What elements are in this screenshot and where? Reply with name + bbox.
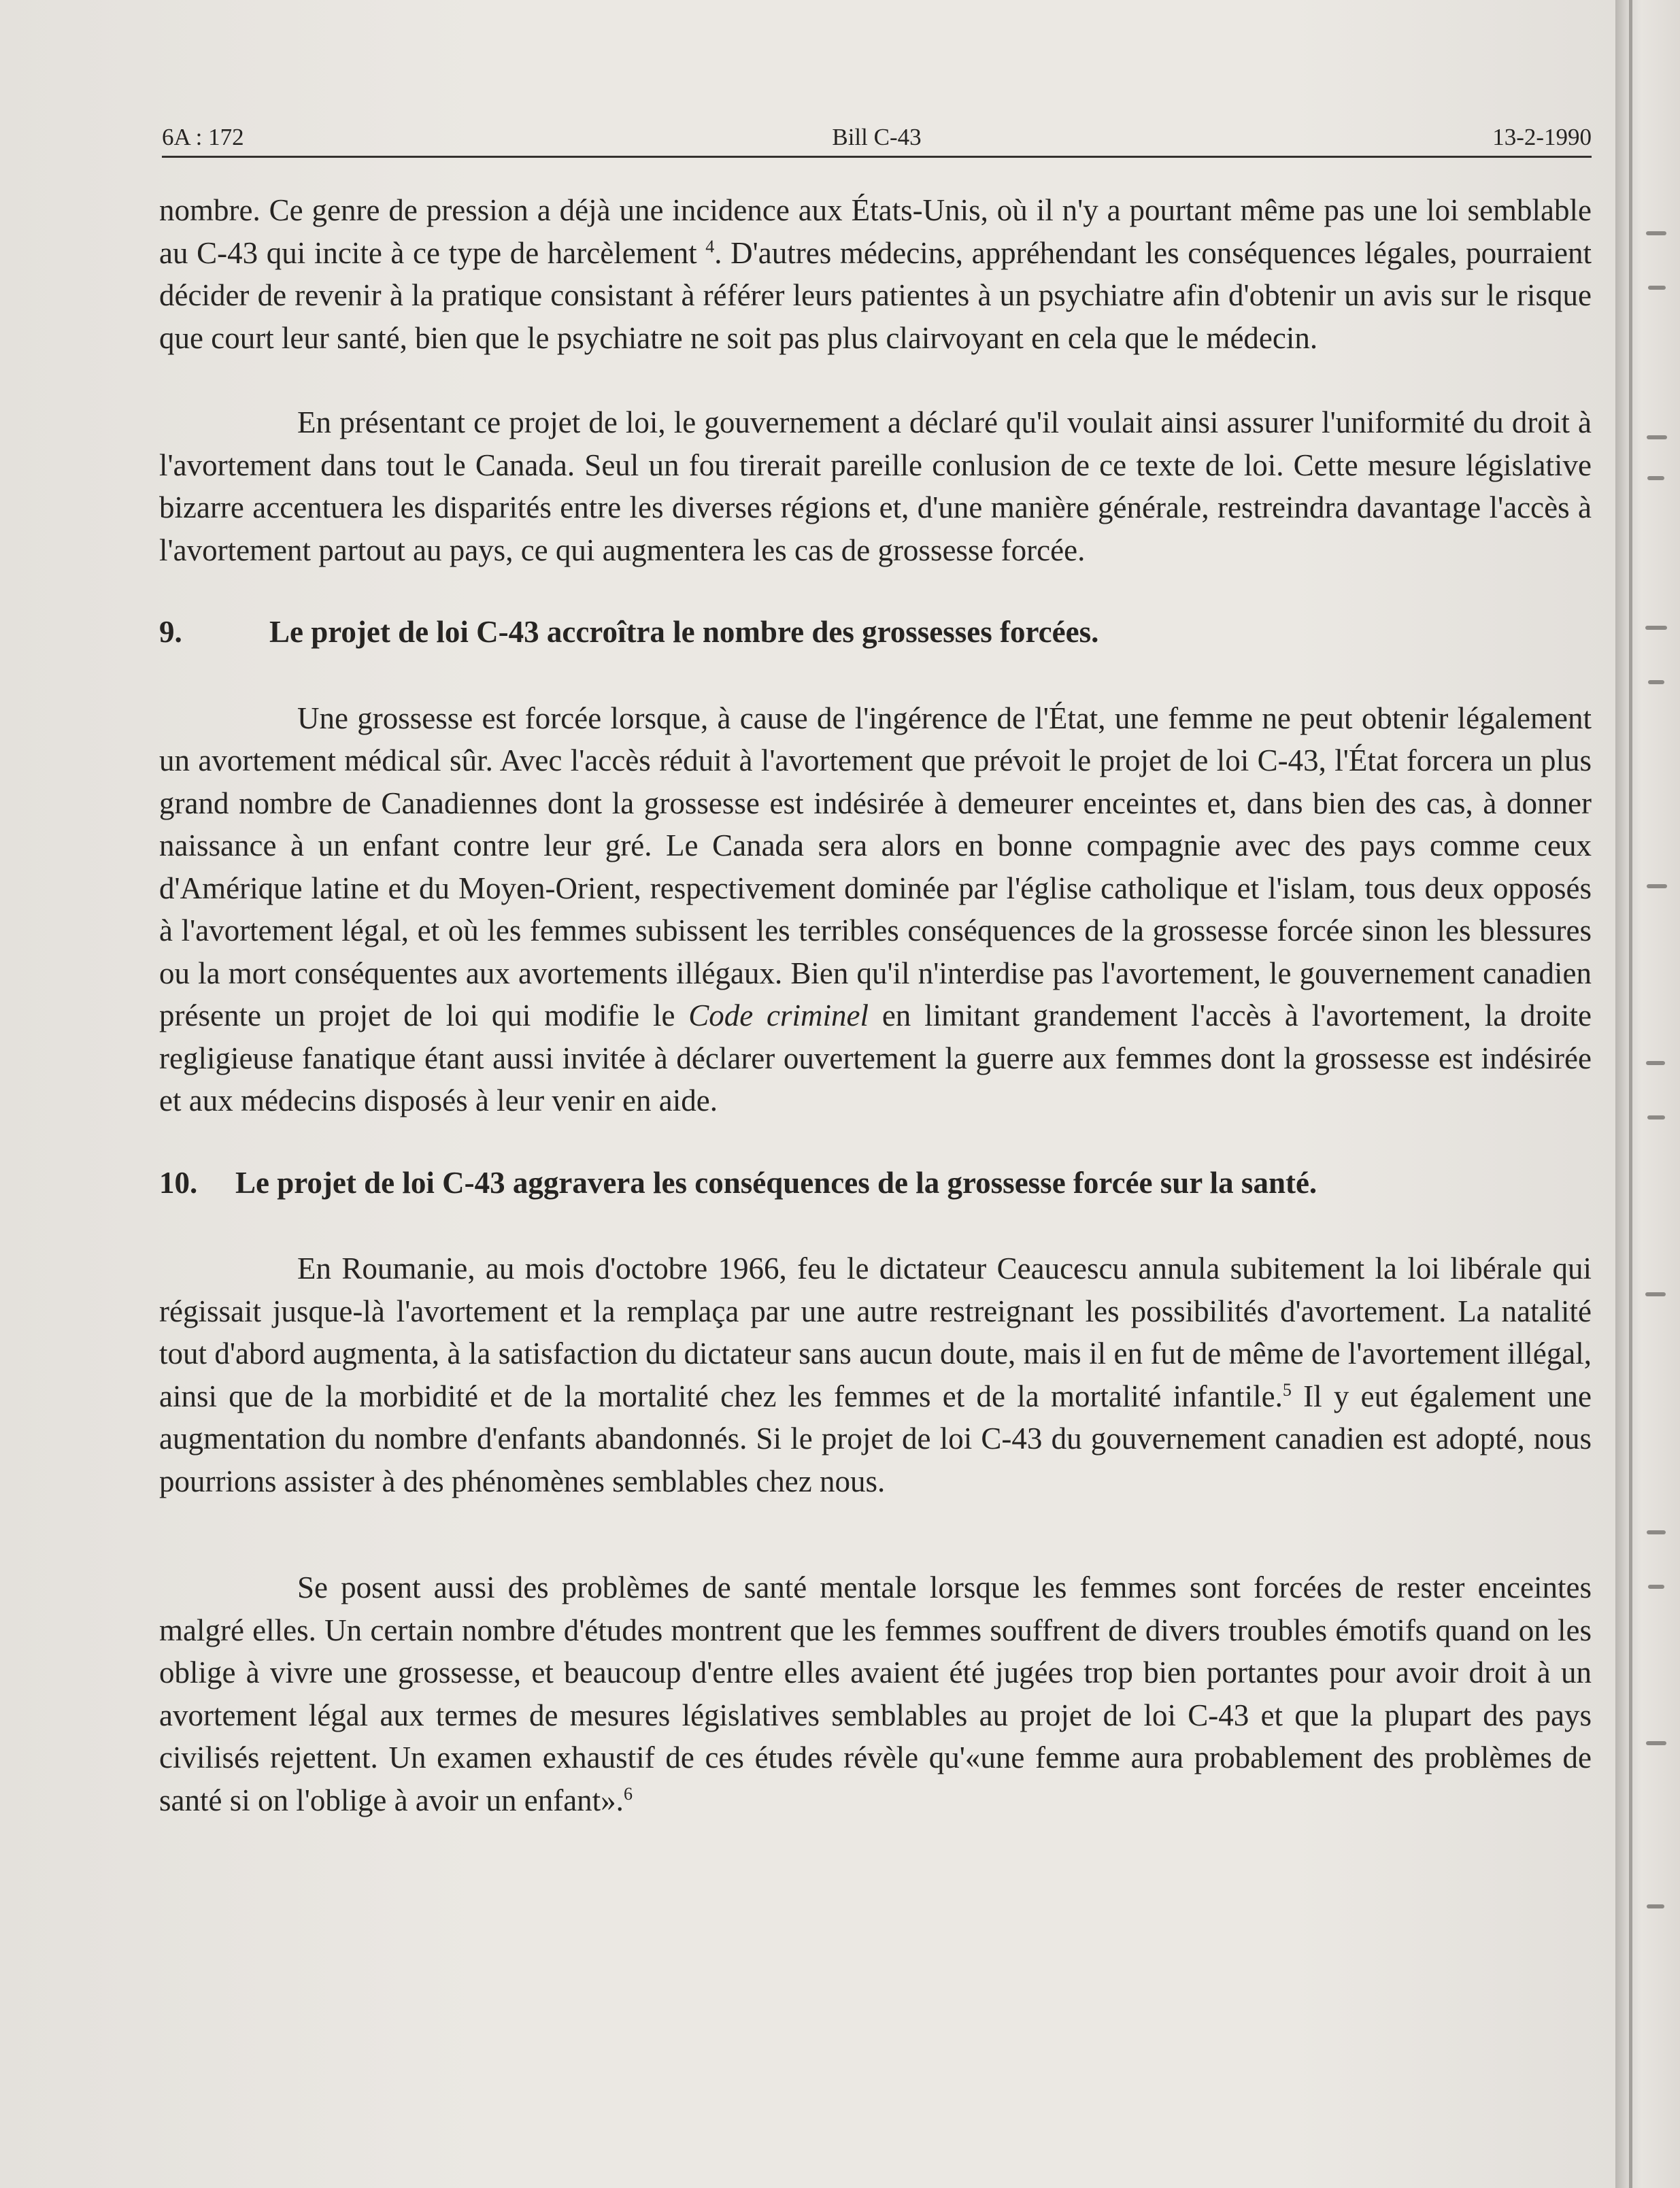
section-heading-9 [159,611,1592,654]
section-title: Le projet de loi C-43 aggravera les conséquences de la grossesse forcée sur la santé. [235,1165,1317,1200]
section-number: 10. [159,1165,198,1200]
spacer [159,571,1592,611]
document-body [159,189,1592,1821]
paragraph-text: . D'autres médecins, appréhendant les conséquences légales, pourraient décider de revenir à la pratique consistant à référer leurs patientes à un psychiatre afin d'obtenir un avis sur le risque que court leur santé, bien que le psychiatre ne soit pas plus clairvoyant en cela que le médecin. [159,235,1592,355]
text-fragment [1646,231,1666,235]
text-fragment [1647,1530,1666,1534]
paragraph-text: Une grossesse est forcée lorsque, à cause de l'ingérence de l'État, une femme ne peut obtenir légalement un avortement médical sûr. Avec l'accès réduit à l'avortement que prévoit le projet de loi C-43, l'État forcera un plus grand nombre de Canadiennes dont la grossesse est indésirée à demeurer enceintes et, dans bien des cas, à donner naissance à un enfant contre leur gré. Le Canada sera alors en bonne compagnie avec des pays comme ceux d'Amérique latine et du Moyen-Orient, respectivement dominée par l'église catholique et l'islam, tous deux opposés à l'avortement légal, et où les femmes subissent les terribles conséquences de la grossesse forcée sinon les blessures ou la mort conséquentes aux avortements illégaux. Bien qu'il n'interdise pas l'avortement, le gouvernement canadien présente un projet de loi qui modifie le [159,701,1592,1032]
paragraph-text: En Roumanie, au mois d'octobre 1966, feu le dictateur Ceaucescu annula subitement la loi libérale qui régissait jusque-là l'avortement et la remplaça par une autre restreignant les possibilités d'avortement. La natalité tout d'abord augmenta, à la satisfaction du dictateur sans aucun doute, mais il en fut de même de l'avortement illégal, ainsi que de la morbidité et de la mortalité chez les femmes et de la mortalité infantile. [159,1251,1592,1413]
footnote-ref: 5 [1282,1379,1292,1400]
text-fragment [1645,626,1667,630]
spacer [159,1122,1592,1162]
header-rule [162,156,1592,158]
paragraph-continuation [159,189,1592,359]
page-gutter-line [1629,0,1632,2188]
text-fragment [1647,884,1667,888]
text-fragment [1647,435,1667,439]
adjacent-page-edge [1615,0,1680,2188]
text-fragment [1648,680,1664,684]
page-folio: 6A : 172 [162,124,244,150]
italic-term: Code criminel [688,998,869,1032]
paragraph-text: Se posent aussi des problèmes de santé mentale lorsque les femmes sont forcées de rester enceintes malgré elles. Un certain nombre d'études montrent que les femmes souffrent de divers troubles émotifs quand on les oblige à vivre une grossesse, et beaucoup d'entre elles avaient été jugées trop bien portantes pour avoir droit à un avortement légal aux termes de mesures législatives semblables au projet de loi C-43 et que la plupart des pays civilisés rejettent. Un examen exhaustif de ces études révèle qu'«une femme aura probablement des problèmes de santé si on l'oblige à avoir un enfant». [159,1570,1592,1817]
paragraph-text: en limitant grandement l'accès à l'avortement, la droite regligieuse fanatique étant aussi invitée à déclarer ouvertement la guerre aux femmes dont la grossesse est indésirée et aux médecins disposés à leur venir en aide. [159,998,1592,1117]
text-fragment [1647,1904,1664,1908]
spacer [159,1502,1592,1546]
text-fragment [1646,1061,1665,1065]
text-fragment [1648,286,1666,290]
text-fragment [1647,476,1664,480]
spacer [159,1204,1592,1247]
text-fragment [1645,1292,1666,1296]
header-date: 13-2-1990 [1492,124,1592,150]
spacer [159,1546,1592,1566]
paragraph: En présentant ce projet de loi, le gouvernement a déclaré qu'il voulait ainsi assurer l'uniformité du droit à l'avortement dans tout le Canada. Seul un fou tirerait pareille conlusion de ce texte de loi. Cette mesure législative bizarre accentuera les disparités entre les diverses régions et, d'une manière générale, restreindra davantage l'accès à l'avortement partout au pays, ce qui augmentera les cas de grossesse forcée. [159,405,1592,567]
section-title: Le projet de loi C-43 accroîtra le nombre des grossesses forcées. [269,615,1099,649]
paragraph-text: nombre. Ce genre de pression a déjà une incidence aux États-Unis, où il n'y a pourtant même pas une loi semblable au C-43 qui incite à ce type de harcèlement [159,193,1592,270]
paragraph-text: Il y eut également une augmentation du nombre d'enfants abandonnés. Si le projet de loi C-43 du gouvernement canadien est adopté, nous pourrions assister à des phénomènes semblables chez nous. [159,1379,1592,1498]
text-fragment [1647,1115,1665,1120]
running-header [162,120,1592,155]
paragraph [159,697,1592,1122]
paragraph [159,1247,1592,1502]
spacer [159,359,1592,401]
footnote-ref: 4 [705,236,715,256]
spacer [159,654,1592,697]
paragraph [159,1566,1592,1821]
section-number: 9. [159,615,182,649]
text-fragment [1648,1585,1664,1589]
bill-title: Bill C-43 [832,124,922,150]
section-heading-10 [159,1162,1592,1205]
text-fragment [1646,1741,1666,1745]
footnote-ref: 6 [623,1783,633,1804]
